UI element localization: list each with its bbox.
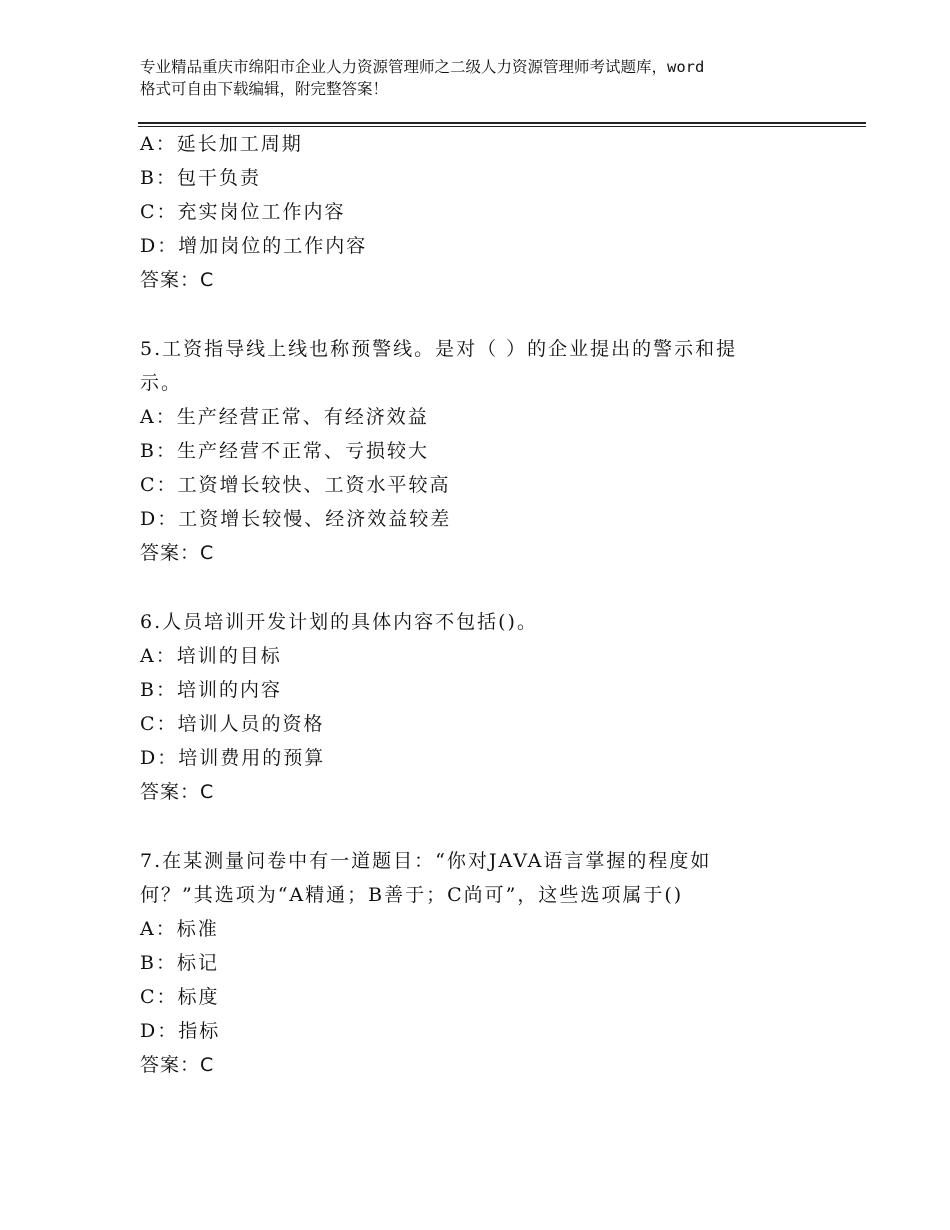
header-line-1: 专业精品重庆市绵阳市企业人力资源管理师之二级人力资源管理师考试题库，word [140, 58, 705, 76]
option-c: C：充实岗位工作内容 [140, 201, 346, 223]
option-a: A：培训的目标 [140, 645, 282, 667]
answer-line [140, 536, 820, 570]
answer-value: C [200, 542, 215, 564]
option-b: B：包干负责 [140, 167, 261, 189]
question-text-line-2: 何？”其选项为“A精通；B善于；C尚可”，这些选项属于() [140, 884, 684, 906]
answer-value: C [200, 781, 215, 803]
option-d: D：培训费用的预算 [140, 747, 326, 769]
answer-value: C [200, 269, 215, 291]
question-text-line-1: 7.在某测量问卷中有一道题目：“你对JAVA语言掌握的程度如 [140, 850, 712, 872]
option-a: A：标准 [140, 918, 219, 940]
answer-value: C [200, 1054, 215, 1076]
option-d: D：工资增长较慢、经济效益较差 [140, 508, 452, 530]
answer-line [140, 775, 820, 809]
answer-label: 答案： [140, 1054, 201, 1076]
option-d: D：指标 [140, 1020, 221, 1042]
option-c: C：标度 [140, 986, 220, 1008]
option-b: B：标记 [140, 952, 219, 974]
option-d: D：增加岗位的工作内容 [140, 235, 368, 257]
answer-label: 答案： [140, 542, 201, 564]
question-6 [140, 605, 820, 809]
option-b: B：培训的内容 [140, 679, 282, 701]
question-list [140, 127, 820, 1082]
question-5 [140, 332, 820, 570]
question-text-line-1: 5.工资指导线上线也称预警线。是对（ ）的企业提出的警示和提 [140, 338, 738, 360]
question-text-line-2: 示。 [140, 372, 183, 394]
question-4 [140, 127, 820, 297]
question-7 [140, 844, 820, 1082]
answer-line [140, 1048, 820, 1082]
option-c: C：工资增长较快、工资水平较高 [140, 474, 451, 496]
header-line-2: 格式可自由下载编辑，附完整答案！ [140, 80, 389, 98]
option-b: B：生产经营不正常、亏损较大 [140, 440, 429, 462]
answer-line [140, 263, 820, 297]
question-text-line-1: 6.人员培训开发计划的具体内容不包括()。 [140, 611, 538, 633]
option-a: A：生产经营正常、有经济效益 [140, 406, 429, 428]
answer-label: 答案： [140, 781, 201, 803]
header-divider [138, 122, 866, 124]
document-header [140, 56, 840, 100]
option-a: A：延长加工周期 [140, 133, 303, 155]
option-c: C：培训人员的资格 [140, 713, 325, 735]
answer-label: 答案： [140, 269, 201, 291]
